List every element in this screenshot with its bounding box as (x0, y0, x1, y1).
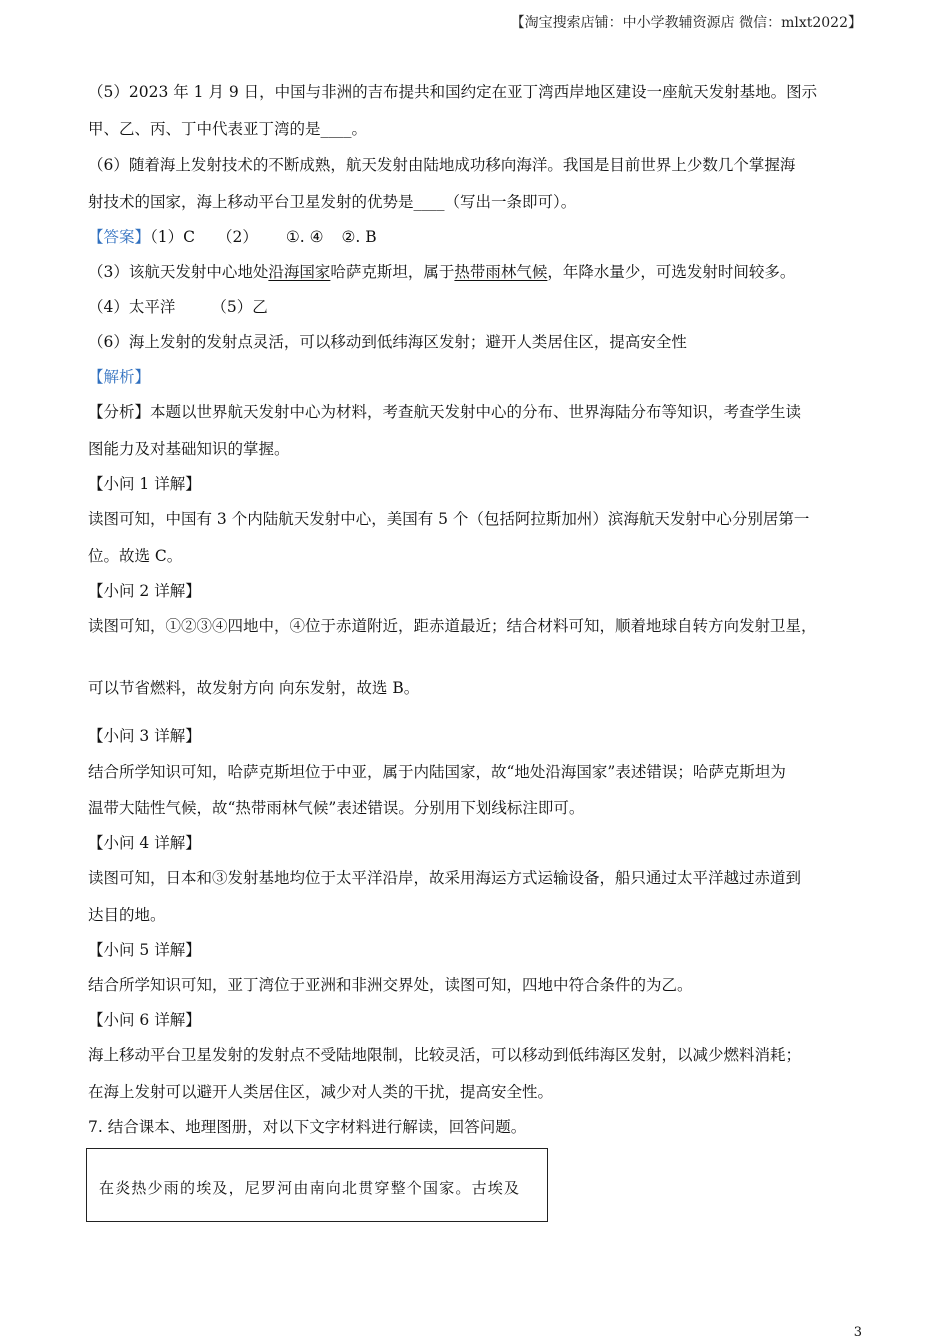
detail-2-line-1: 读图可知，①②③④四地中，④位于赤道附近，距赤道最近；结合材料可知，顺着地球自转方向发射卫星， (88, 617, 817, 635)
detail-3-title: 【小问 3 详解】 (88, 727, 201, 745)
detail-1-line-2: 位。故选 C。 (88, 547, 183, 565)
answer-3-text: （3）该航天发射中心地处 (88, 263, 269, 281)
question-6-line-2: 射技术的国家，海上移动平台卫星发射的优势是____（写出一条即可）。 (88, 193, 577, 211)
analysis-line-2: 图能力及对基础知识的掌握。 (88, 440, 290, 458)
question-5-line-2: 甲、乙、丙、丁中代表亚丁湾的是____。 (88, 120, 368, 138)
answer-6: （6）海上发射的发射点灵活，可以移动到低纬海区发射；避开人类居住区，提高安全性 (88, 333, 687, 351)
detail-4-title: 【小问 4 详解】 (88, 834, 201, 852)
detail-2-title: 【小问 2 详解】 (88, 582, 201, 600)
answer-2: （2） (217, 228, 258, 246)
answer-2-part-1: ①. ④ (285, 228, 324, 246)
answer-3-underline-2: 热带雨林气候 (454, 263, 548, 281)
page-number: 3 (853, 1325, 862, 1340)
detail-6-line-1: 海上移动平台卫星发射的发射点不受陆地限制，比较灵活，可以移动到低纬海区发射，以减少燃料消耗； (88, 1046, 802, 1064)
page-header: 【淘宝搜索店铺：中小学教辅资源店 微信：mlxt2022】 (510, 15, 862, 31)
answer-line-1 (88, 227, 377, 247)
detail-6-line-2: 在海上发射可以避开人类居住区，减少对人类的干扰，提高安全性。 (88, 1083, 554, 1101)
answer-3 (88, 262, 795, 282)
detail-6-title: 【小问 6 详解】 (88, 1011, 201, 1029)
detail-5-title: 【小问 5 详解】 (88, 941, 201, 959)
question-5-line-1: （5）2023 年 1 月 9 日，中国与非洲的吉布提共和国约定在亚丁湾西岸地区建设一座航天发射基地。图示 (88, 83, 818, 101)
answer-1: （1）C (150, 228, 195, 246)
detail-3-line-2: 温带大陆性气候，故“热带雨林气候”表述错误。分别用下划线标注即可。 (88, 799, 585, 817)
answer-4: （4）太平洋 (88, 298, 176, 316)
answer-2-part-2: ②. B (341, 228, 377, 246)
detail-3-line-1: 结合所学知识可知，哈萨克斯坦位于中亚，属于内陆国家，故“地处沿海国家”表述错误；哈萨克斯坦为 (88, 763, 786, 781)
detail-1-title: 【小问 1 详解】 (88, 475, 201, 493)
material-box-text: 在炎热少雨的埃及，尼罗河由南向北贯穿整个国家。古埃及 (99, 1179, 521, 1197)
answer-3-underline-1: 沿海国家 (268, 263, 331, 281)
detail-1-line-1: 读图可知，中国有 3 个内陆航天发射中心，美国有 5 个（包括阿拉斯加州）滨海航天发射中心分别居第一 (88, 510, 810, 528)
detail-2-line-2: 可以节省燃料，故发射方向 向东发射，故选 B。 (88, 679, 420, 697)
material-box (86, 1148, 548, 1222)
detail-4-line-2: 达目的地。 (88, 906, 166, 924)
analysis-tag: 【解析】 (88, 368, 151, 386)
analysis-line-1: 【分析】本题以世界航天发射中心为材料，考查航天发射中心的分布、世界海陆分布等知识，考查学生读 (88, 403, 802, 421)
detail-4-line-1: 读图可知，日本和③发射基地均位于太平洋沿岸，故采用海运方式运输设备，船只通过太平洋越过赤道到 (88, 869, 802, 887)
detail-5-line-1: 结合所学知识可知，亚丁湾位于亚洲和非洲交界处，读图可知，四地中符合条件的为乙。 (88, 976, 693, 994)
answer-tag: 【答案】 (88, 228, 151, 246)
answer-3-text: ，年降水量少，可选发射时间较多。 (547, 263, 796, 281)
answer-5: （5）乙 (211, 298, 268, 316)
answer-3-text: 哈萨克斯坦，属于 (330, 263, 455, 281)
question-7: 7. 结合课本、地理图册，对以下文字材料进行解读，回答问题。 (88, 1118, 527, 1136)
question-6-line-1: （6）随着海上发射技术的不断成熟，航天发射由陆地成功移向海洋。我国是目前世界上少数几个掌握海 (88, 156, 796, 174)
answer-4-5-line (88, 297, 268, 317)
